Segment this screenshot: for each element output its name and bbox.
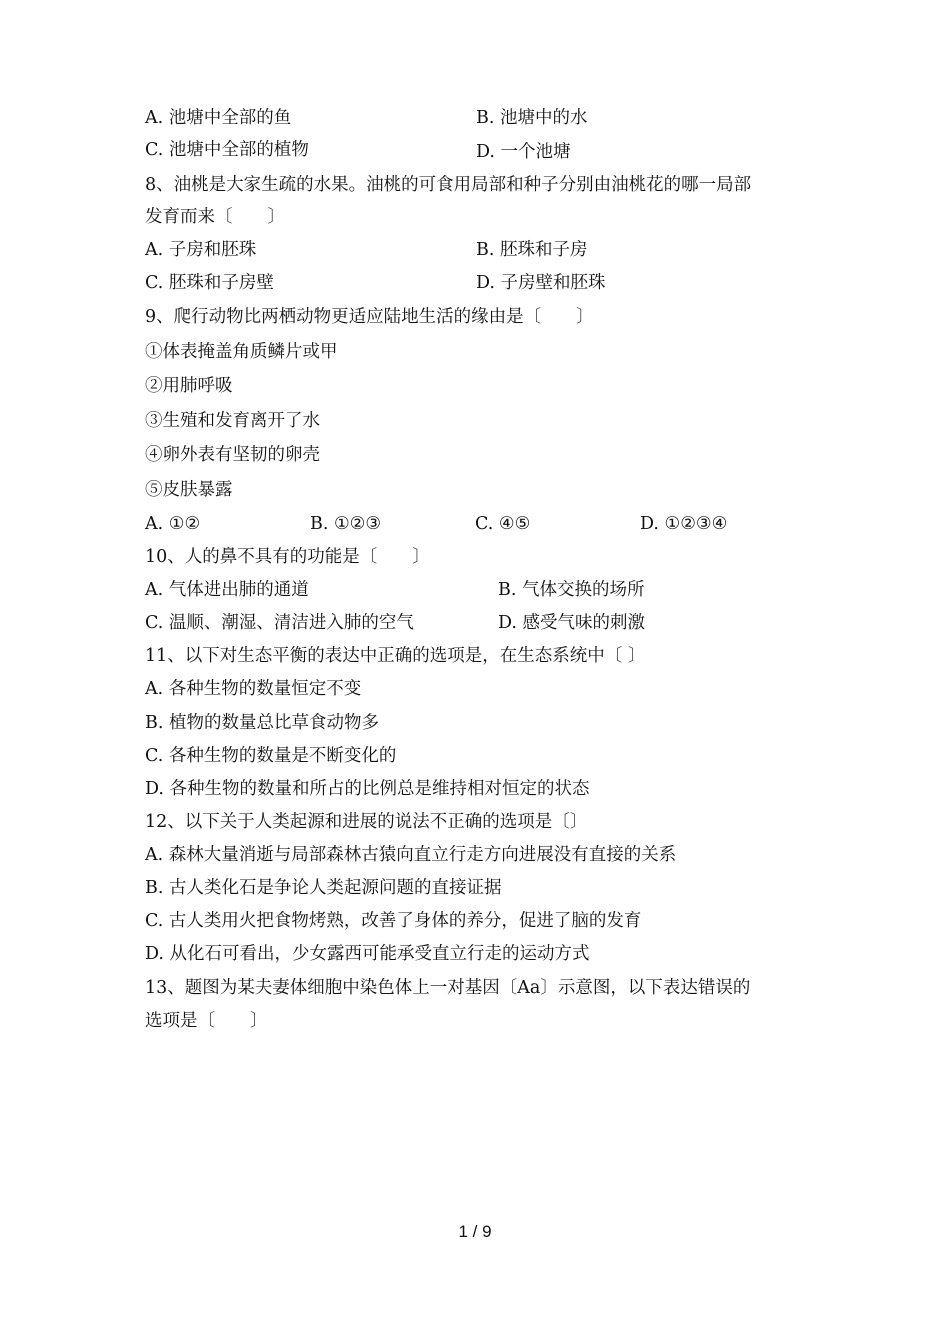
q7-option-c: C. 池塘中全部的植物 [145, 140, 309, 160]
q10-option-a: A. 气体进出肺的通道 [145, 580, 309, 600]
q11-option-a: A. 各种生物的数量恒定不变 [145, 679, 362, 699]
q9-stem: 9、爬行动物比两栖动物更适应陆地生活的缘由是〔 〕 [145, 307, 594, 327]
q10-option-d: D. 感受气味的刺激 [498, 613, 646, 633]
q13-stem-line2: 选项是〔 〕 [145, 1011, 268, 1031]
page-number: 1 / 9 [458, 1222, 492, 1241]
q9-option-d: D. ①②③④ [640, 514, 728, 534]
q11-option-d: D. 各种生物的数量和所占的比例总是维持相对恒定的状态 [145, 779, 590, 799]
q9-item-2: ②用肺呼吸 [145, 376, 233, 396]
q8-option-b: B. 胚珠和子房 [476, 240, 588, 260]
q12-option-d: D. 从化石可看出，少女露西可能承受直立行走的运动方式 [145, 944, 590, 964]
q9-item-1: ①体表掩盖角质鳞片或甲 [145, 342, 338, 362]
q9-item-4: ④卵外表有坚韧的卵壳 [145, 445, 320, 465]
q11-option-b: B. 植物的数量总比草食动物多 [145, 713, 379, 733]
q7-option-a: A. 池塘中全部的鱼 [145, 108, 292, 128]
q11-option-c: C. 各种生物的数量是不断变化的 [145, 746, 397, 766]
q9-item-5: ⑤皮肤暴露 [145, 480, 233, 500]
q11-stem: 11、以下对生态平衡的表达中正确的选项是，在生态系统中〔 〕 [145, 646, 646, 666]
q8-stem-line2: 发育而来〔 〕 [145, 207, 285, 227]
q12-option-b: B. 古人类化石是争论人类起源问题的直接证据 [145, 878, 502, 898]
q10-option-b: B. 气体交换的场所 [498, 580, 645, 600]
q7-option-d: D. 一个池塘 [476, 142, 571, 162]
q10-stem: 10、人的鼻不具有的功能是〔 〕 [145, 547, 430, 567]
q9-option-c: C. ④⑤ [475, 514, 531, 534]
q9-option-a: A. ①② [145, 514, 201, 534]
q12-option-c: C. 古人类用火把食物烤熟，改善了身体的养分，促进了脑的发育 [145, 911, 642, 931]
q9-item-3: ③生殖和发育离开了水 [145, 411, 320, 431]
q8-option-c: C. 胚珠和子房壁 [145, 273, 274, 293]
q13-stem-line1: 13、题图为某夫妻体细胞中染色体上一对基因〔Aa〕示意图，以下表达错误的 [145, 978, 751, 998]
q9-option-b: B. ①②③ [310, 514, 382, 534]
q7-option-b: B. 池塘中的水 [476, 108, 588, 128]
q8-stem-line1: 8、油桃是大家生疏的水果。油桃的可食用局部和种子分别由油桃花的哪一局部 [145, 175, 752, 195]
q12-stem: 12、以下关于人类起源和进展的说法不正确的选项是〔〕 [145, 812, 588, 832]
q8-option-a: A. 子房和胚珠 [145, 240, 257, 260]
q10-option-c: C. 温顺、潮湿、清洁进入肺的空气 [145, 613, 414, 633]
q8-option-d: D. 子房壁和胚珠 [476, 273, 606, 293]
q12-option-a: A. 森林大量消逝与局部森林古猿向直立行走方向进展没有直接的关系 [145, 845, 677, 865]
